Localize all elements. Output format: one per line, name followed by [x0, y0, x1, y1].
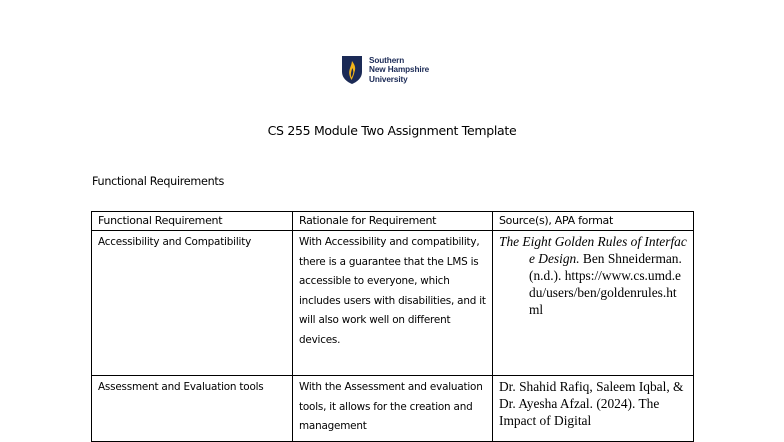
- requirement-cell: Accessibility and Compatibility: [92, 231, 293, 376]
- logo-wordmark: [369, 56, 429, 85]
- logo-line-3: University: [369, 74, 408, 84]
- section-heading: Functional Requirements: [92, 175, 224, 188]
- citation-title: The Eight Golden Rules of Interface Design.: [499, 234, 687, 266]
- rationale-cell: With Accessibility and compatibility, there is a guarantee that the LMS is accessible to everyone, which includes users with disabilities, and it will also work well on different devices.: [293, 231, 493, 376]
- source-cell: Dr. Shahid Rafiq, Saleem Iqbal, & Dr. Ayesha Afzal. (2024). The Impact of Digital: [493, 376, 694, 442]
- requirements-table: [91, 211, 694, 442]
- snhu-shield-icon: [341, 55, 363, 85]
- column-header-requirement: Functional Requirement: [92, 212, 293, 231]
- table-row: [92, 376, 694, 442]
- rationale-cell: With the Assessment and evaluation tools, it allows for the creation and management: [293, 376, 493, 442]
- table-header-row: [92, 212, 694, 231]
- column-header-source: Source(s), APA format: [493, 212, 694, 231]
- university-logo: [341, 54, 429, 86]
- citation-details: Ben Shneiderman. (n.d.). https://www.cs.umd.edu/users/ben/goldenrules.html: [529, 251, 682, 317]
- source-cell: [493, 231, 694, 376]
- logo-line-1: Southern: [369, 55, 405, 65]
- column-header-rationale: Rationale for Requirement: [293, 212, 493, 231]
- table-row: [92, 231, 694, 376]
- citation: [499, 233, 687, 318]
- logo-line-2: New Hampshire: [369, 65, 430, 75]
- requirement-cell: Assessment and Evaluation tools: [92, 376, 293, 442]
- document-title: CS 255 Module Two Assignment Template: [267, 123, 517, 138]
